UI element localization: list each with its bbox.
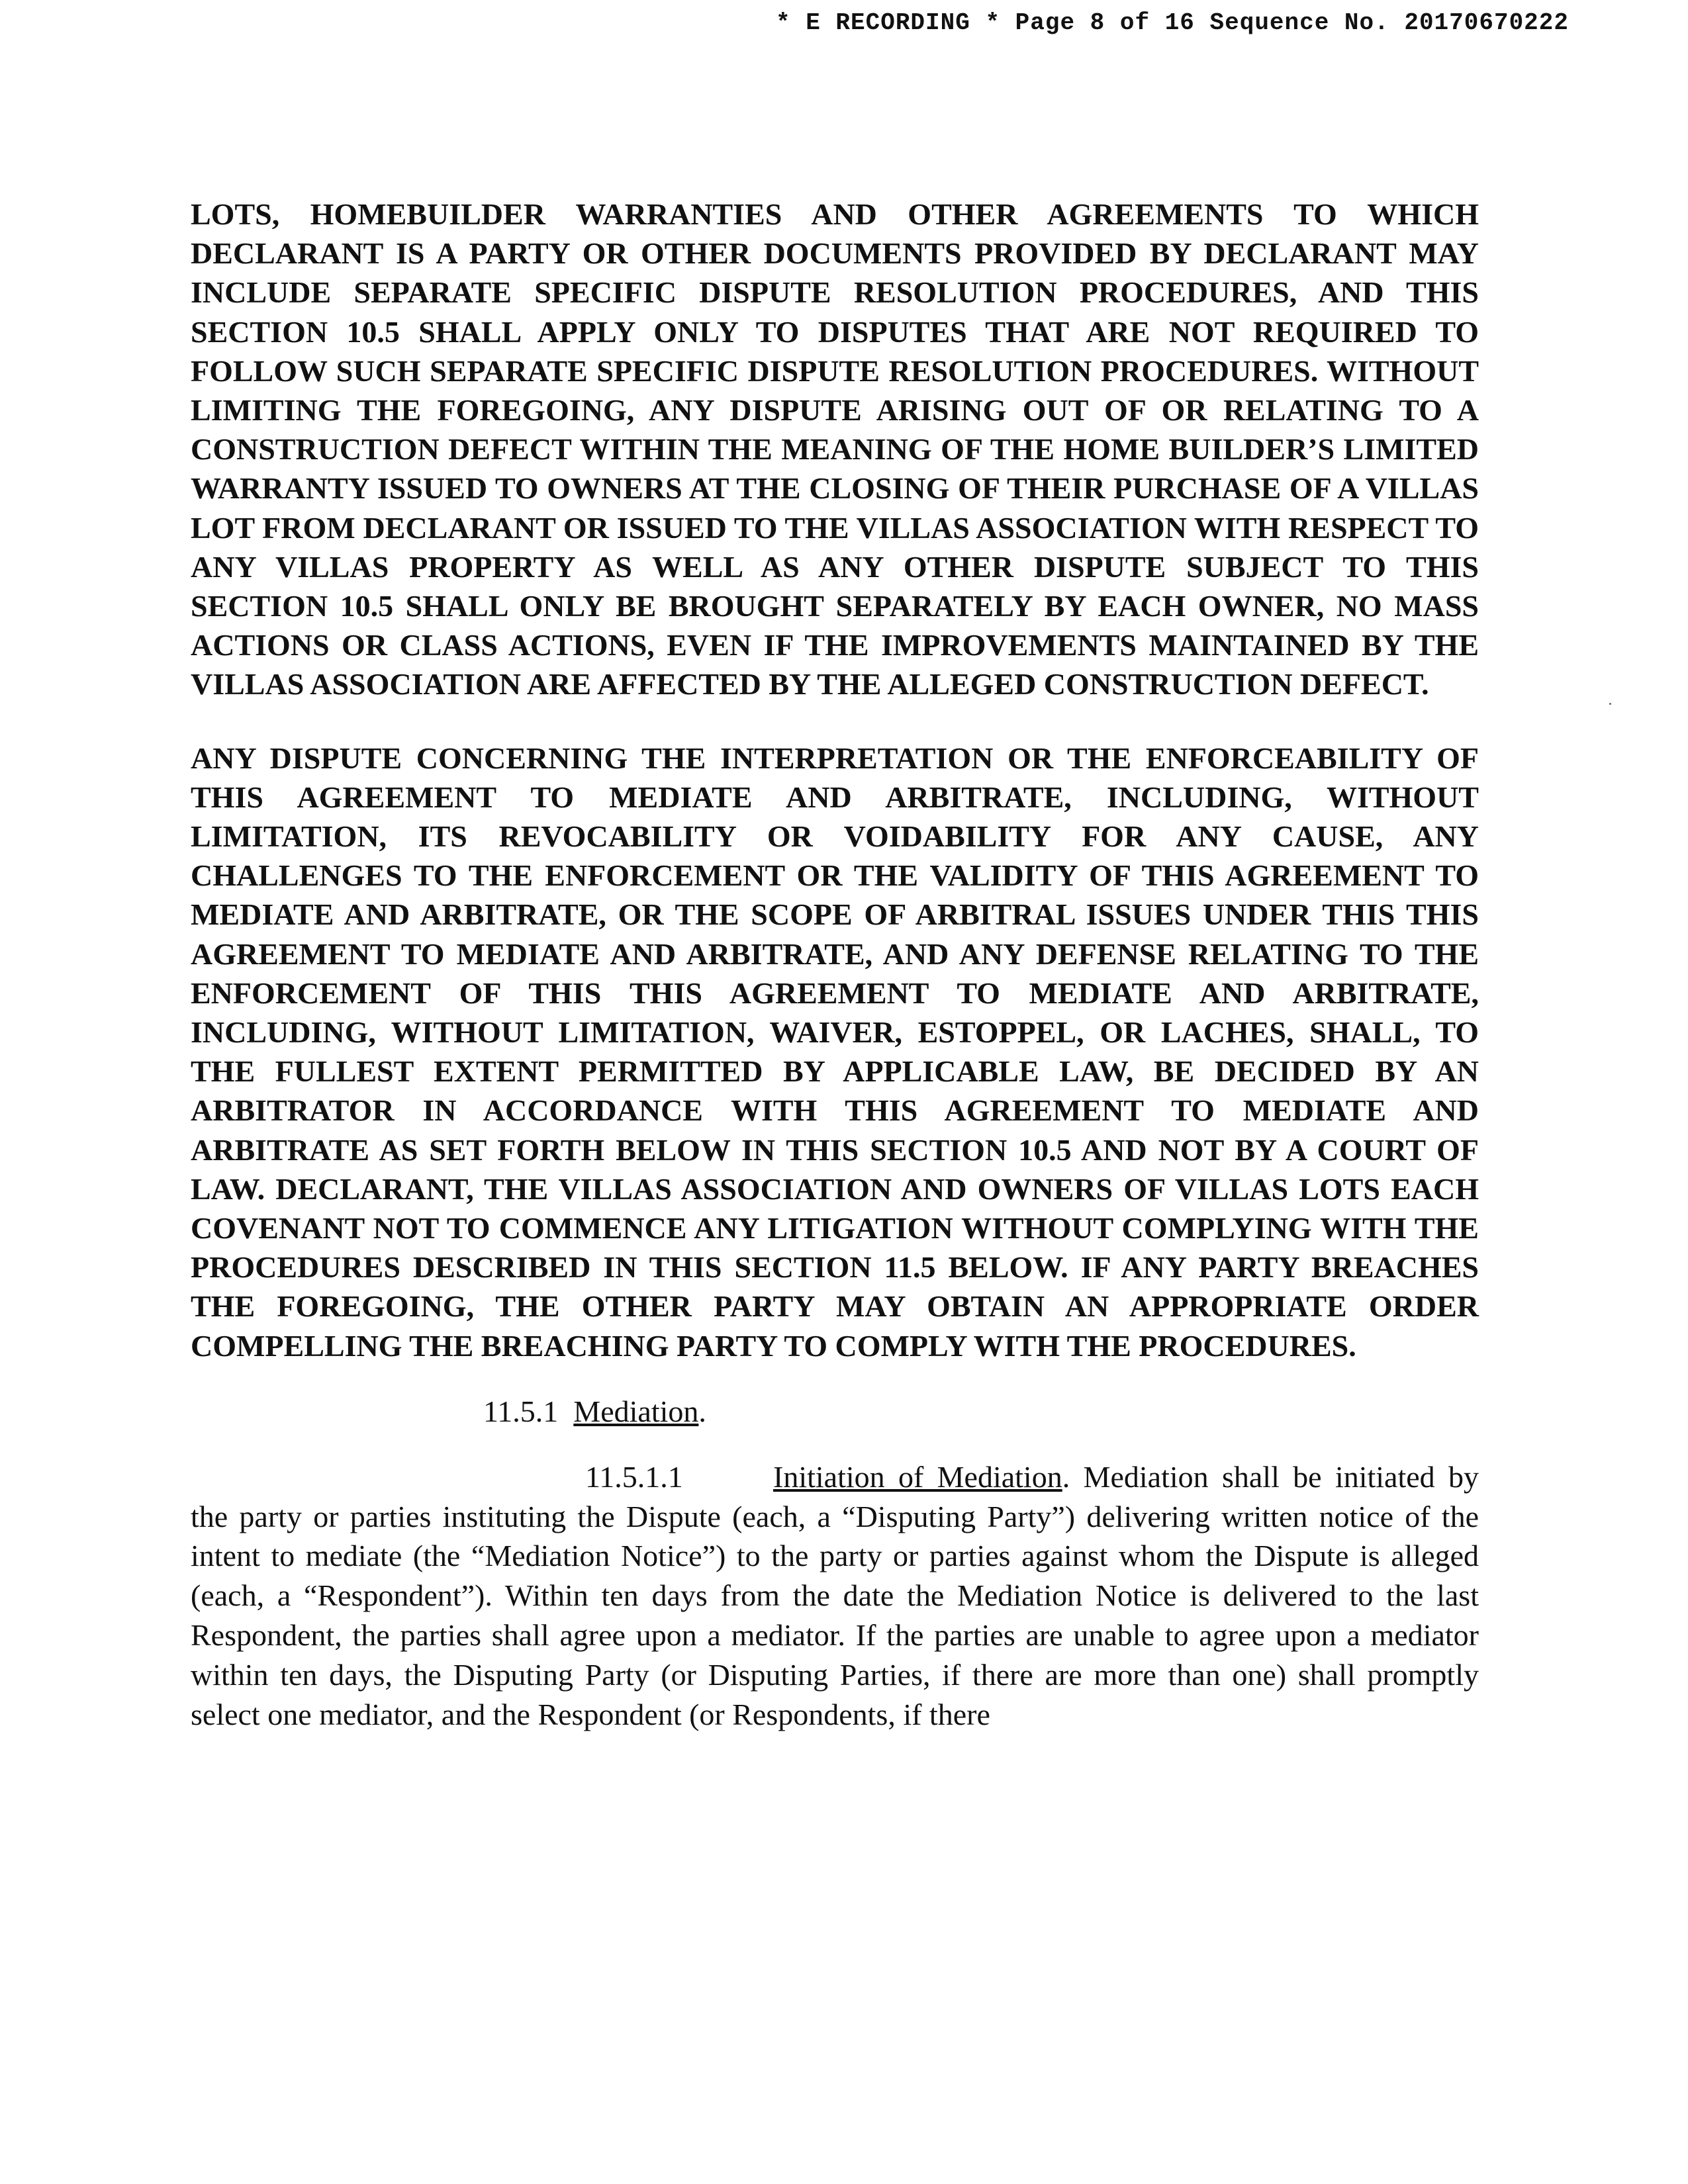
document-body xyxy=(191,195,1479,1734)
initiation-of-mediation-paragraph xyxy=(191,1457,1479,1735)
section-title-suffix: . xyxy=(698,1394,706,1428)
enforceability-paragraph: ANY DISPUTE CONCERNING THE INTERPRETATION OR THE ENFORCEABILITY OF THIS AGREEMENT TO MEDIATE AND ARBITRATE, INCLUDING, WITHOUT LIMITATION, ITS REVOCABILITY OR VOIDABILITY FOR ANY CAUSE, ANY CHALLENGES TO THE ENFORCEMENT OR THE VALIDITY OF THIS AGREEMENT TO MEDIATE AND ARBITRATE, OR THE SCOPE OF ARBITRAL ISSUES UNDER THIS THIS AGREEMENT TO MEDIATE AND ARBITRATE, AND ANY DEFENSE RELATING TO THE ENFORCEMENT OF THIS THIS AGREEMENT TO MEDIATE AND ARBITRATE, INCLUDING, WITHOUT LIMITATION, WAIVER, ESTOPPEL, OR LACHES, SHALL, TO THE FULLEST EXTENT PERMITTED BY APPLICABLE LAW, BE DECIDED BY AN ARBITRATOR IN ACCORDANCE WITH THIS AGREEMENT TO MEDIATE AND ARBITRATE AS SET FORTH BELOW IN THIS SECTION 10.5 AND NOT BY A COURT OF LAW. DECLARANT, THE VILLAS ASSOCIATION AND OWNERS OF VILLAS LOTS EACH COVENANT NOT TO COMMENCE ANY LITIGATION WITHOUT COMPLYING WITH THE PROCEDURES DESCRIBED IN THIS SECTION 11.5 BELOW. IF ANY PARTY BREACHES THE FOREGOING, THE OTHER PARTY MAY OBTAIN AN APPROPRIATE ORDER COMPELLING THE BREACHING PARTY TO COMPLY WITH THE PROCEDURES. xyxy=(191,741,1479,1363)
scan-speck xyxy=(1609,703,1611,705)
recording-header: * E RECORDING * Page 8 of 16 Sequence No. 20170670222 xyxy=(776,9,1569,36)
subsection-title: Initiation of Mediation xyxy=(773,1459,1062,1494)
dispute-scope-paragraph: LOTS, HOMEBUILDER WARRANTIES AND OTHER AGREEMENTS TO WHICH DECLARANT IS A PARTY OR OTHER DOCUMENTS PROVIDED BY DECLARANT MAY INCLUDE SEPARATE SPECIFIC DISPUTE RESOLUTION PROCEDURES, AND THIS SECTION 10.5 SHALL APPLY ONLY TO DISPUTES THAT ARE NOT REQUIRED TO FOLLOW SUCH SEPARATE SPECIFIC DISPUTE RESOLUTION PROCEDURES. WITHOUT LIMITING THE FOREGOING, ANY DISPUTE ARISING OUT OF OR RELATING TO A CONSTRUCTION DEFECT WITHIN THE MEANING OF THE HOME BUILDER’S LIMITED WARRANTY ISSUED TO OWNERS AT THE CLOSING OF THEIR PURCHASE OF A VILLAS LOT FROM DECLARANT OR ISSUED TO THE VILLAS ASSOCIATION WITH RESPECT TO ANY VILLAS PROPERTY AS WELL AS ANY OTHER DISPUTE SUBJECT TO THIS SECTION 10.5 SHALL ONLY BE BROUGHT SEPARATELY BY EACH OWNER, NO MASS ACTIONS OR CLASS ACTIONS, EVEN IF THE IMPROVEMENTS MAINTAINED BY THE VILLAS ASSOCIATION ARE AFFECTED BY THE ALLEGED CONSTRUCTION DEFECT. xyxy=(191,197,1479,702)
section-number: 11.5.1 xyxy=(483,1394,559,1428)
subsection-number: 11.5.1.1 xyxy=(585,1459,683,1494)
section-mediation-heading xyxy=(191,1392,1479,1431)
subsection-body: . Mediation shall be initiated by the party or parties instituting the Dispute (each, a “Disputing Party”) delivering written notice of the intent to mediate (the “Mediation Notice”) to the party or parties against whom the Dispute is alleged (each, a “Respondent”). Within ten days from the date the Mediation Notice is delivered to the last Respondent, the parties shall agree upon a mediator. If the parties are unable to agree upon a mediator within ten days, the Disputing Party (or Disputing Parties, if there are more than one) shall promptly select one mediator, and the Respondent (or Respondents, if there xyxy=(191,1459,1479,1731)
section-title: Mediation xyxy=(573,1394,699,1428)
